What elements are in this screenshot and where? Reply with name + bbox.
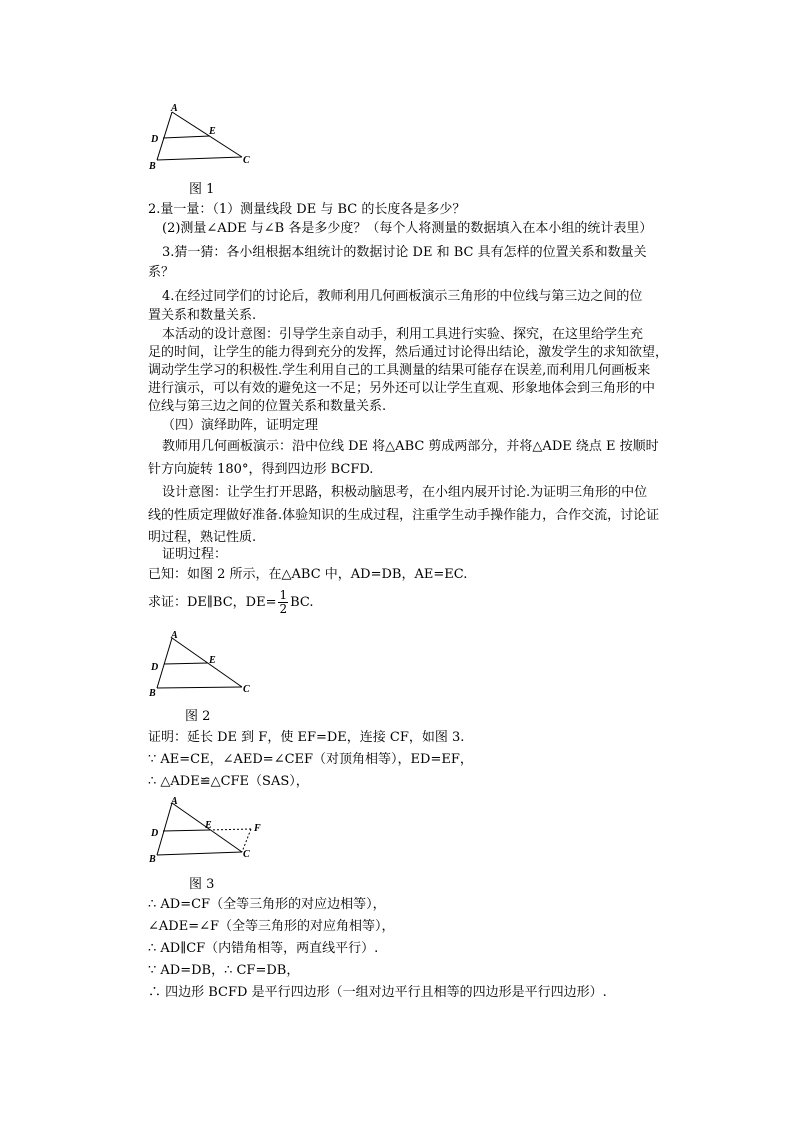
label-a: A <box>171 630 178 641</box>
line-proof-8: ∴ 四边形 BCFD 是平行四边形（一组对边平行且相等的四边形是平行四边形）. <box>148 985 607 1000</box>
label-c: C <box>243 155 250 166</box>
label-f: F <box>254 823 261 834</box>
line-teacher-1: 教师用几何画板演示：沿中位线 DE 将△ABC 剪成两部分，并将△ADE 绕点 E 按顺时 <box>162 439 659 454</box>
line-proof-5: ∠ADE=∠F（全等三角形的对应角相等）， <box>148 919 395 934</box>
label-e: E <box>205 820 212 831</box>
line-proof-1: 证明：延长 DE 到 F，使 EF=DE，连接 CF，如图 3. <box>148 730 465 745</box>
figure-1-caption: 图 1 <box>189 182 215 197</box>
label-a: A <box>171 103 178 114</box>
line-design-5: 位线与第三边之间的位置关系和数量关系. <box>148 399 387 414</box>
figure-2-caption: 图 2 <box>185 709 211 724</box>
line-design2-2: 线的性质定理做好准备.体验知识的生成过程，注重学生动手操作能力，合作交流，讨论证 <box>148 508 660 523</box>
line-proof-process: 证明过程： <box>162 547 228 562</box>
line-proof-6: ∴ AD∥CF（内错角相等，两直线平行）. <box>148 941 379 956</box>
line-design-3: 调动学生学习的积极性.学生利用自己的工具测量的结果可能存在误差,而利用几何画板来 <box>148 363 651 378</box>
figure-2-triangle <box>145 630 265 700</box>
line-to-prove <box>148 589 314 616</box>
line-design2-3: 明过程，熟记性质. <box>148 530 257 545</box>
line-design-2: 足的时间，让学生的能力得到充分的发挥，然后通过讨论得出结论，激发学生的求知欲望， <box>148 345 669 360</box>
label-c: C <box>243 684 250 695</box>
label-b: B <box>149 161 156 172</box>
line-proof-7: ∵ AD=DB，∴ CF=DB， <box>148 963 300 978</box>
line-known: 已知：如图 2 所示，在△ABC 中，AD=DB，AE=EC. <box>148 567 468 582</box>
label-d: D <box>151 662 159 673</box>
label-c: C <box>243 849 250 860</box>
line-discuss-1: 4.在经过同学们的讨论后，教师利用几何画板演示三角形的中位线与第三边之间的位 <box>162 289 643 304</box>
to-prove-text: 求证：DE∥BC，DE= <box>148 595 277 610</box>
line-proof-2: ∵ AE=CE，∠AED=∠CEF（对顶角相等），ED=EF， <box>148 752 473 767</box>
line-design-4: 进行演示，可以有效的避免这一不足；另外还可以让学生直观、形象地体会到三角形的中 <box>148 381 656 396</box>
line-measure-2: (2)测量∠ADE 与∠B 各是多少度？（每个人将测量的数据填入在本小组的统计表里） <box>162 221 653 236</box>
section-heading: （四）演绎助阵，证明定理 <box>162 418 319 433</box>
fraction-one-half <box>278 589 288 616</box>
line-design-1: 本活动的设计意图：引导学生亲自动手，利用工具进行实验、探究，在这里给学生充 <box>162 327 644 342</box>
line-design2-1: 设计意图：让学生打开思路，积极动脑思考，在小组内展开讨论.为证明三角形的中位 <box>162 485 648 500</box>
label-e: E <box>209 655 216 666</box>
label-b: B <box>149 854 156 865</box>
line-guess-1: 3.猜一猜：各小组根据本组统计的数据讨论 DE 和 BC 具有怎样的位置关系和数量关 <box>162 245 647 260</box>
line-teacher-2: 针方向旋转 180°，得到四边形 BCFD. <box>148 462 374 477</box>
label-d: D <box>151 134 159 145</box>
line-discuss-2: 置关系和数量关系. <box>148 308 257 323</box>
line-proof-4: ∴ AD=CF（全等三角形的对应边相等）， <box>148 897 386 912</box>
line-measure-1: 2.量一量：（1）测量线段 DE 与 BC 的长度各是多少？ <box>148 202 466 217</box>
label-a: A <box>171 796 178 807</box>
label-e: E <box>209 126 216 137</box>
fraction-denominator: 2 <box>279 602 288 616</box>
figure-3-caption: 图 3 <box>189 877 215 892</box>
figure-3-triangle <box>145 796 275 866</box>
line-proof-3: ∴ △ADE≌△CFE（SAS）， <box>148 774 309 789</box>
label-b: B <box>149 688 156 699</box>
to-prove-tail: BC. <box>290 595 314 610</box>
label-d: D <box>151 828 159 839</box>
line-guess-2: 系？ <box>148 265 175 280</box>
fraction-numerator: 1 <box>279 588 288 602</box>
figure-1-triangle <box>145 102 265 172</box>
